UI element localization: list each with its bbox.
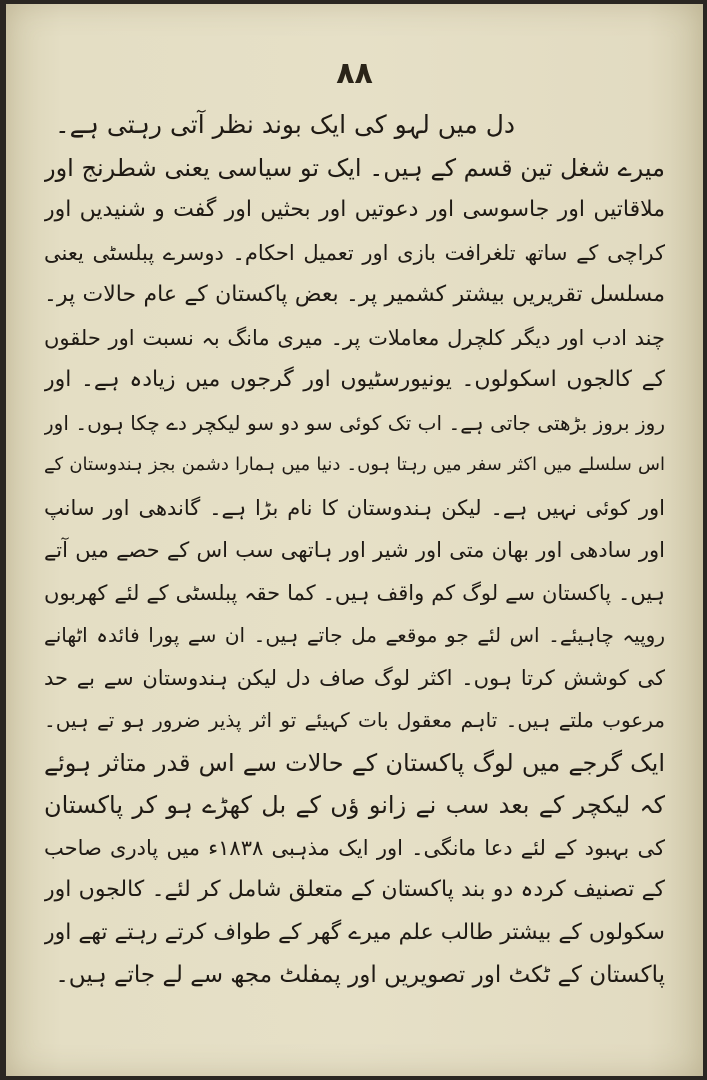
page-number: ۸۸ bbox=[336, 56, 373, 91]
text-line: سکولوں کے بیشتر طالب علم میرے گھر کے طواف کرتے رہتے تھے اور bbox=[44, 919, 665, 945]
text-line: مسلسل تقریریں بیشتر کشمیر پر۔ بعض پاکستان کے عام حالات پر۔ bbox=[44, 282, 665, 307]
text-line: ملاقاتیں اور جاسوسی اور دعوتیں اور بحثیں اور گفت و شنیدیں اور bbox=[44, 197, 665, 222]
text-line: ایک گرجے میں لوگ پاکستان کے حالات سے اس قدر متاثر ہوئے bbox=[44, 748, 665, 777]
text-line: کی بہبود کے لئے دعا مانگی۔ اور ایک مذہبی ۱۸۳۸ء میں پادری صاحب bbox=[44, 835, 665, 860]
text-line: ہیں۔ پاکستان سے لوگ کم واقف ہیں۔ کما حقہ پبلسٹی کے لئے کھربوں bbox=[44, 580, 665, 605]
text-line: کے تصنیف کردہ دو بند پاکستان کے متعلق شامل کر لئے۔ کالجوں اور bbox=[44, 877, 665, 902]
urdu-text-block bbox=[44, 104, 665, 997]
book-page bbox=[6, 4, 703, 1076]
text-line: کے کالجوں اسکولوں۔ یونیورسٹیوں اور گرجوں میں زیادہ ہے۔ اور bbox=[44, 367, 665, 392]
text-line: روز بروز بڑھتی جاتی ہے۔ اب تک کوئی سو دو سو لیکچر دے چکا ہوں۔ اور bbox=[44, 410, 665, 435]
text-line: میرے شغل تین قسم کے ہیں۔ ایک تو سیاسی یعنی شطرنج اور bbox=[44, 153, 665, 182]
text-line: پاکستان کے ٹکٹ اور تصویریں اور پمفلٹ مجھ سے لے جاتے ہیں۔ bbox=[55, 962, 665, 988]
text-line: کی کوشش کرتا ہوں۔ اکثر لوگ صاف دل لیکن ہندوستان سے بے حد bbox=[44, 665, 665, 690]
text-line: کراچی کے ساتھ تلغرافت بازی اور تعمیل احکام۔ دوسرے پبلسٹی یعنی bbox=[44, 240, 665, 265]
text-line: اور کوئی نہیں ہے۔ لیکن ہندوستان کا نام بڑا ہے۔ گاندھی اور سانپ bbox=[44, 495, 665, 520]
text-line: کہ لیکچر کے بعد سب نے زانو ؤں کے بل کھڑے ہو کر پاکستان bbox=[44, 791, 665, 819]
text-line: چند ادب اور دیگر کلچرل معاملات پر۔ میری مانگ بہ نسبت اور حلقوں bbox=[44, 325, 665, 350]
text-line: اس سلسلے میں اکثر سفر میں رہتا ہوں۔ دنیا میں ہمارا دشمن بجز ہندوستان کے bbox=[44, 454, 665, 475]
text-line: دل میں لہو کی ایک بوند نظر آتی رہتی ہے۔ bbox=[55, 110, 515, 139]
text-line: روپیہ چاہیئے۔ اس لئے جو موقعے مل جاتے ہیں۔ ان سے پورا فائدہ اٹھانے bbox=[44, 623, 665, 647]
text-line: اور سادھی اور بھان متی اور شیر اور ہاتھی سب اس کے حصے میں آتے bbox=[44, 538, 665, 562]
text-line: مرعوب ملتے ہیں۔ تاہم معقول بات کہیئے تو اثر پذیر ضرور ہو تے ہیں۔ bbox=[44, 708, 665, 732]
